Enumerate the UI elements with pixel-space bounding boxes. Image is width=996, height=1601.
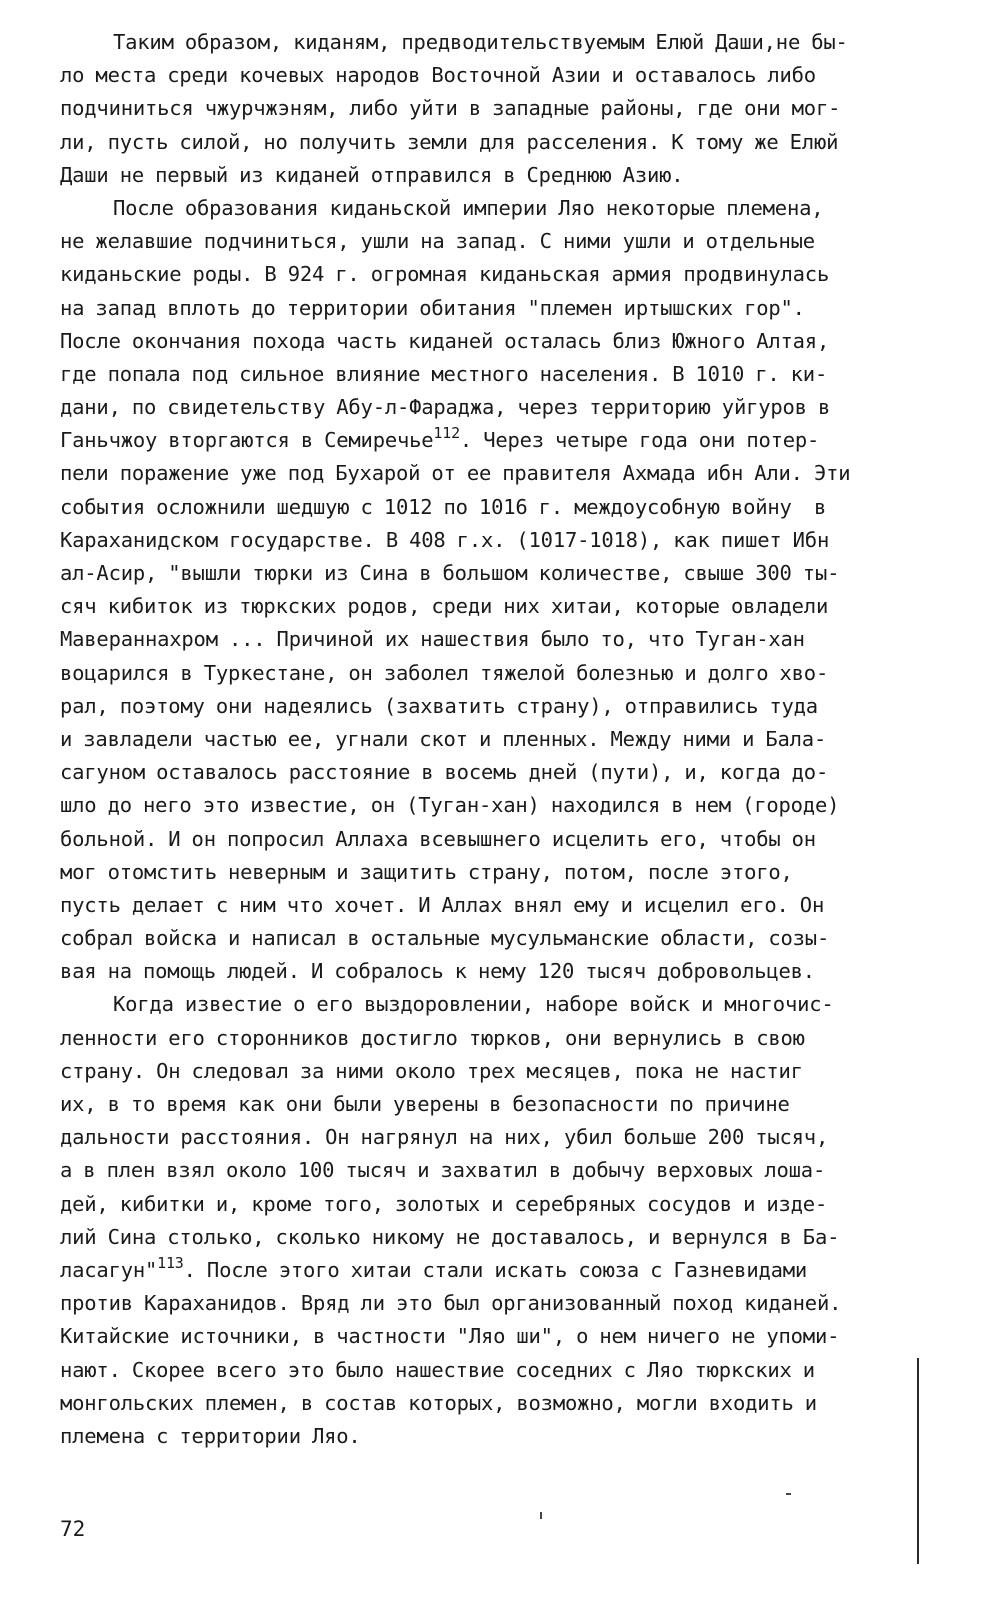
text-line — [60, 723, 950, 756]
line-text: собрал войска и написал в остальные мусульманские области, созы- — [60, 926, 830, 951]
text-line — [60, 922, 950, 955]
line-text: После окончания похода часть киданей осталась близ Южного Алтая, — [60, 328, 830, 353]
line-text: дани, по свидетельству Абу-л-Фараджа, через территорию уйгуров в — [60, 395, 831, 420]
text-line — [60, 1022, 950, 1055]
line-text: шло до него это известие, он (Туган-хан) находился в нем (городе) — [60, 793, 840, 818]
text-line — [60, 988, 950, 1021]
line-text: Мавераннахром ... Причиной их нашествия было то, что Туган-хан — [60, 627, 805, 652]
text-line — [60, 1088, 950, 1121]
line-text: подчиниться чжурчжэням, либо уйти в западные районы, где они мог- — [60, 96, 841, 121]
scan-speck — [540, 1512, 542, 1519]
text-line — [60, 92, 950, 125]
text-line — [60, 1254, 950, 1287]
line-text: события осложнили шедшую с 1012 по 1016 г. междоусобную войну в — [60, 494, 827, 519]
text-line — [60, 1354, 950, 1387]
text-line — [60, 823, 950, 856]
text-line — [60, 159, 950, 192]
footnote-reference: 112 — [433, 424, 460, 443]
page-number: 72 — [60, 1517, 86, 1541]
text-line — [60, 325, 950, 358]
text-line — [60, 126, 950, 159]
text-line — [60, 59, 950, 92]
line-text: против Караханидов. Вряд ли это был организованный поход киданей. — [60, 1291, 842, 1316]
line-text: больной. И он попросил Аллаха всевышнего исцелить его, чтобы он — [60, 826, 816, 851]
text-line — [60, 1154, 950, 1187]
line-text: сагуном оставалось расстояние в восемь дней (пути), и, когда до- — [60, 760, 829, 785]
line-text: После образования киданьской империи Ляо некоторые племена, — [113, 195, 824, 220]
text-line — [60, 292, 950, 325]
text-line — [60, 258, 950, 291]
text-line — [60, 524, 950, 557]
line-text: пели поражение уже под Бухарой от ее правителя Ахмада ибн Али. Эти — [60, 461, 851, 486]
line-text: воцарился в Туркестане, он заболел тяжелой болезнью и долго хво- — [60, 660, 829, 685]
text-line — [60, 557, 950, 590]
line-text: и завладели частью ее, угнали скот и пленных. Между ними и Бала- — [60, 726, 827, 751]
line-text: их, в то время как они были уверены в безопасности по причине — [60, 1092, 790, 1116]
line-text: рал, поэтому они надеялись (захватить страну), отправились туда — [60, 693, 818, 718]
line-text: монгольских племен, в состав которых, возможно, могли входить и — [60, 1390, 817, 1415]
text-line — [60, 424, 950, 457]
line-text: дей, кибитки и, кроме того, золотых и серебряных сосудов и изде- — [60, 1191, 828, 1216]
text-line — [60, 690, 950, 723]
line-text: лий Сина столько, сколько никому не доставалось, и вернулся в Ба- — [60, 1224, 840, 1249]
text-line — [60, 1320, 950, 1353]
text-line — [60, 657, 950, 690]
body-text — [60, 26, 950, 1453]
line-text: сяч кибиток из тюркских родов, среди них хитаи, которые овладели — [60, 594, 829, 619]
line-text: вая на помощь людей. И собралось к нему 120 тысяч добровольцев. — [60, 959, 815, 984]
line-text: ал-Асир, "вышли тюрки из Сина в большом количестве, свыше 300 ты- — [60, 561, 840, 585]
line-text: Ганьчжоу вторгаются в Семиречье — [60, 428, 434, 453]
line-text: Таким образом, киданям, предводительствуемым Елюй Даши,не бы- — [113, 30, 848, 54]
line-text: страну. Он следовал за ними около трех месяцев, пока не настиг — [60, 1058, 803, 1083]
text-line — [60, 789, 950, 822]
text-line — [60, 1121, 950, 1154]
line-text: Когда известие о его выздоровлении, наборе войск и многочис- — [113, 992, 834, 1017]
line-text: Караханидском государстве. В 408 г.х. (1017-1018), как пишет Ибн — [60, 527, 830, 552]
text-line — [60, 1287, 950, 1320]
line-text: Китайские источники, в частности "Ляо ши", о нем ничего не упоми- — [60, 1324, 840, 1349]
scan-speck — [786, 1493, 791, 1495]
line-text: мог отомстить неверным и защитить страну, потом, после этого, — [60, 859, 793, 884]
text-line — [60, 491, 950, 524]
text-line — [60, 1420, 950, 1453]
line-text: киданьские роды. В 924 г. огромная киданьская армия продвинулась — [60, 262, 830, 287]
text-line — [60, 1221, 950, 1254]
text-line — [60, 856, 950, 889]
footnote-reference: 113 — [157, 1253, 184, 1272]
line-text-continued: . После этого хитаи стали искать союза с Газневидами — [183, 1257, 808, 1282]
line-text: ленности его сторонников достигло тюрков, они вернулись в свою — [60, 1025, 805, 1050]
text-line — [60, 756, 950, 789]
line-text: дальности расстояния. Он нагрянул на них, убил больше 200 тысяч, — [60, 1125, 829, 1150]
line-text: где попала под сильное влияние местного населения. В 1010 г. ки- — [60, 361, 828, 386]
line-text: ли, пусть силой, но получить земли для расселения. К тому же Елюй — [60, 129, 839, 154]
text-line — [60, 225, 950, 258]
line-text: ласагун" — [60, 1257, 158, 1282]
text-line — [60, 1055, 950, 1088]
text-line — [60, 192, 950, 225]
text-line — [60, 1188, 950, 1221]
line-text: Даши не первый из киданей отправился в Среднюю Азию. — [60, 162, 684, 187]
line-text: не желавшие подчиниться, ушли на запад. С ними ушли и отдельные — [60, 229, 815, 254]
margin-rule — [917, 1358, 919, 1564]
text-line — [60, 1387, 950, 1420]
text-line — [60, 358, 950, 391]
text-line — [60, 391, 950, 424]
line-text: на запад вплоть до территории обитания "племен иртышских гор". — [60, 295, 805, 320]
text-line — [60, 590, 950, 623]
line-text: нают. Скорее всего это было нашествие соседних с Ляо тюркских и — [60, 1357, 815, 1382]
line-text: племена с территории Ляо. — [60, 1423, 361, 1448]
line-text: ло места среди кочевых народов Восточной Азии и оставалось либо — [60, 63, 816, 88]
text-line — [60, 26, 950, 59]
text-line — [60, 889, 950, 922]
line-text-continued: . Через четыре года они потер- — [459, 428, 820, 453]
text-line — [60, 457, 950, 490]
text-line — [60, 623, 950, 656]
text-line — [60, 955, 950, 988]
line-text: пусть делает с ним что хочет. И Аллах внял ему и исцелил его. Он — [60, 892, 825, 917]
line-text: а в плен взял около 100 тысяч и захватил в добычу верховых лоша- — [60, 1158, 826, 1183]
